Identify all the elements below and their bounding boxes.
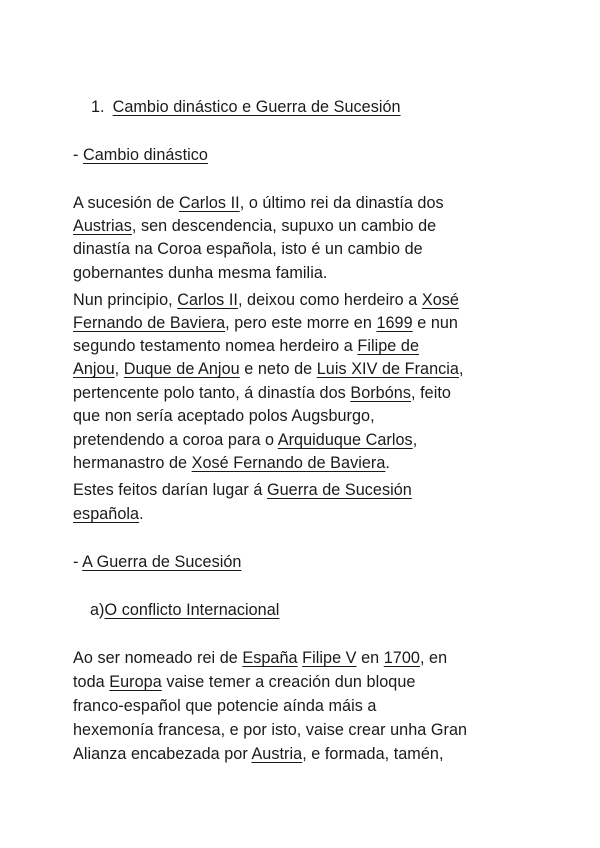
link-austrias[interactable]: Austrias — [73, 217, 132, 235]
text-line — [73, 262, 327, 285]
subheading-link[interactable]: Cambio dinástico — [83, 146, 208, 164]
text: , — [458, 360, 464, 378]
text: Estes feitos darían lugar á — [73, 481, 267, 499]
link-europa[interactable]: Europa — [109, 673, 162, 691]
text: , — [114, 360, 124, 378]
link-filipe-de[interactable]: Filipe de — [357, 337, 420, 355]
link-anjou[interactable]: Anjou — [73, 360, 115, 378]
text-line — [73, 429, 417, 452]
text: . — [139, 505, 144, 523]
text: vaise temer a creación dun bloque — [161, 673, 416, 691]
text-line — [73, 289, 459, 312]
text: toda — [73, 673, 110, 691]
link-1700[interactable]: 1700 — [383, 649, 420, 667]
link-arquiduque-carlos[interactable]: Arquiduque Carlos — [277, 431, 413, 449]
text-line — [73, 647, 447, 670]
link-xose-fernando-de-baviera[interactable]: Xosé Fernando de Baviera — [191, 454, 386, 472]
text: pertencente polo tanto, á dinastía dos — [73, 384, 351, 402]
dash: - — [73, 553, 83, 571]
heading-title-link[interactable]: Cambio dinástico e Guerra de Sucesión — [112, 98, 401, 116]
subheading-link[interactable]: O conflicto Internacional — [104, 601, 280, 619]
list-letter: a) — [90, 601, 105, 619]
text-line — [73, 452, 390, 475]
text: . — [385, 454, 390, 472]
text-line — [73, 215, 436, 238]
text: segundo testamento nomea herdeiro a — [73, 337, 358, 355]
text: , — [412, 431, 418, 449]
link-xose[interactable]: Xosé — [421, 291, 459, 309]
text-line — [73, 358, 464, 381]
text: e neto de — [239, 360, 317, 378]
text: que non sería aceptado polos Augsburgo, — [73, 407, 375, 425]
link-espanola[interactable]: española — [73, 505, 140, 523]
text: gobernantes dunha mesma familia. — [73, 264, 328, 282]
text: e nun — [412, 314, 458, 332]
text: , o último rei da dinastía dos — [239, 194, 444, 212]
link-espana[interactable]: España — [242, 649, 298, 667]
text: , e formada, tamén, — [302, 745, 444, 763]
text: pretendendo a coroa para o — [73, 431, 278, 449]
heading-number: 1. — [91, 98, 105, 116]
dash: - — [73, 146, 83, 164]
text-line — [73, 405, 375, 428]
text: A sucesión de — [73, 194, 179, 212]
text: , feito — [411, 384, 451, 402]
text-line — [73, 719, 467, 742]
link-borbons[interactable]: Borbóns — [350, 384, 411, 402]
text-line — [73, 382, 451, 405]
text-line — [73, 335, 419, 358]
text: franco-español que potencie aínda máis a — [73, 697, 377, 715]
text-line — [73, 695, 376, 718]
text: , deixou como herdeiro a — [237, 291, 422, 309]
text-line — [73, 312, 458, 335]
text: , en — [419, 649, 448, 667]
subheading-guerra — [73, 551, 241, 574]
link-filipe-v[interactable]: Filipe V — [302, 649, 357, 667]
section-heading — [91, 96, 401, 119]
link-luis-xiv[interactable]: Luis XIV de Francia — [316, 360, 459, 378]
link-fernando-de-baviera[interactable]: Fernando de Baviera — [73, 314, 226, 332]
text-line — [73, 192, 444, 215]
text-line — [73, 238, 423, 261]
text: dinastía na Coroa española, isto é un cambio de — [73, 240, 423, 258]
text-line — [73, 671, 415, 694]
text: , pero este morre en — [225, 314, 377, 332]
text: Ao ser nomeado rei de — [73, 649, 243, 667]
text: Nun principio, — [73, 291, 178, 309]
link-duque-de-anjou[interactable]: Duque de Anjou — [123, 360, 240, 378]
subheading-link[interactable]: A Guerra de Sucesión — [82, 553, 242, 571]
link-austria[interactable]: Austria — [251, 745, 303, 763]
link-carlos-ii[interactable]: Carlos II — [177, 291, 238, 309]
text: en — [356, 649, 384, 667]
text-line — [73, 503, 144, 526]
text: hermanastro de — [73, 454, 192, 472]
link-carlos-ii[interactable]: Carlos II — [179, 194, 240, 212]
text: , sen descendencia, supuxo un cambio de — [131, 217, 437, 235]
text: Alianza encabezada por — [73, 745, 252, 763]
text-line — [73, 743, 444, 766]
text: hexemonía francesa, e por isto, vaise crear unha Gran — [73, 721, 468, 739]
link-1699[interactable]: 1699 — [376, 314, 413, 332]
text-line — [73, 479, 412, 502]
link-guerra-de-sucesion[interactable]: Guerra de Sucesión — [266, 481, 412, 499]
subheading-conflicto — [90, 599, 279, 622]
subheading-cambio — [73, 144, 208, 167]
